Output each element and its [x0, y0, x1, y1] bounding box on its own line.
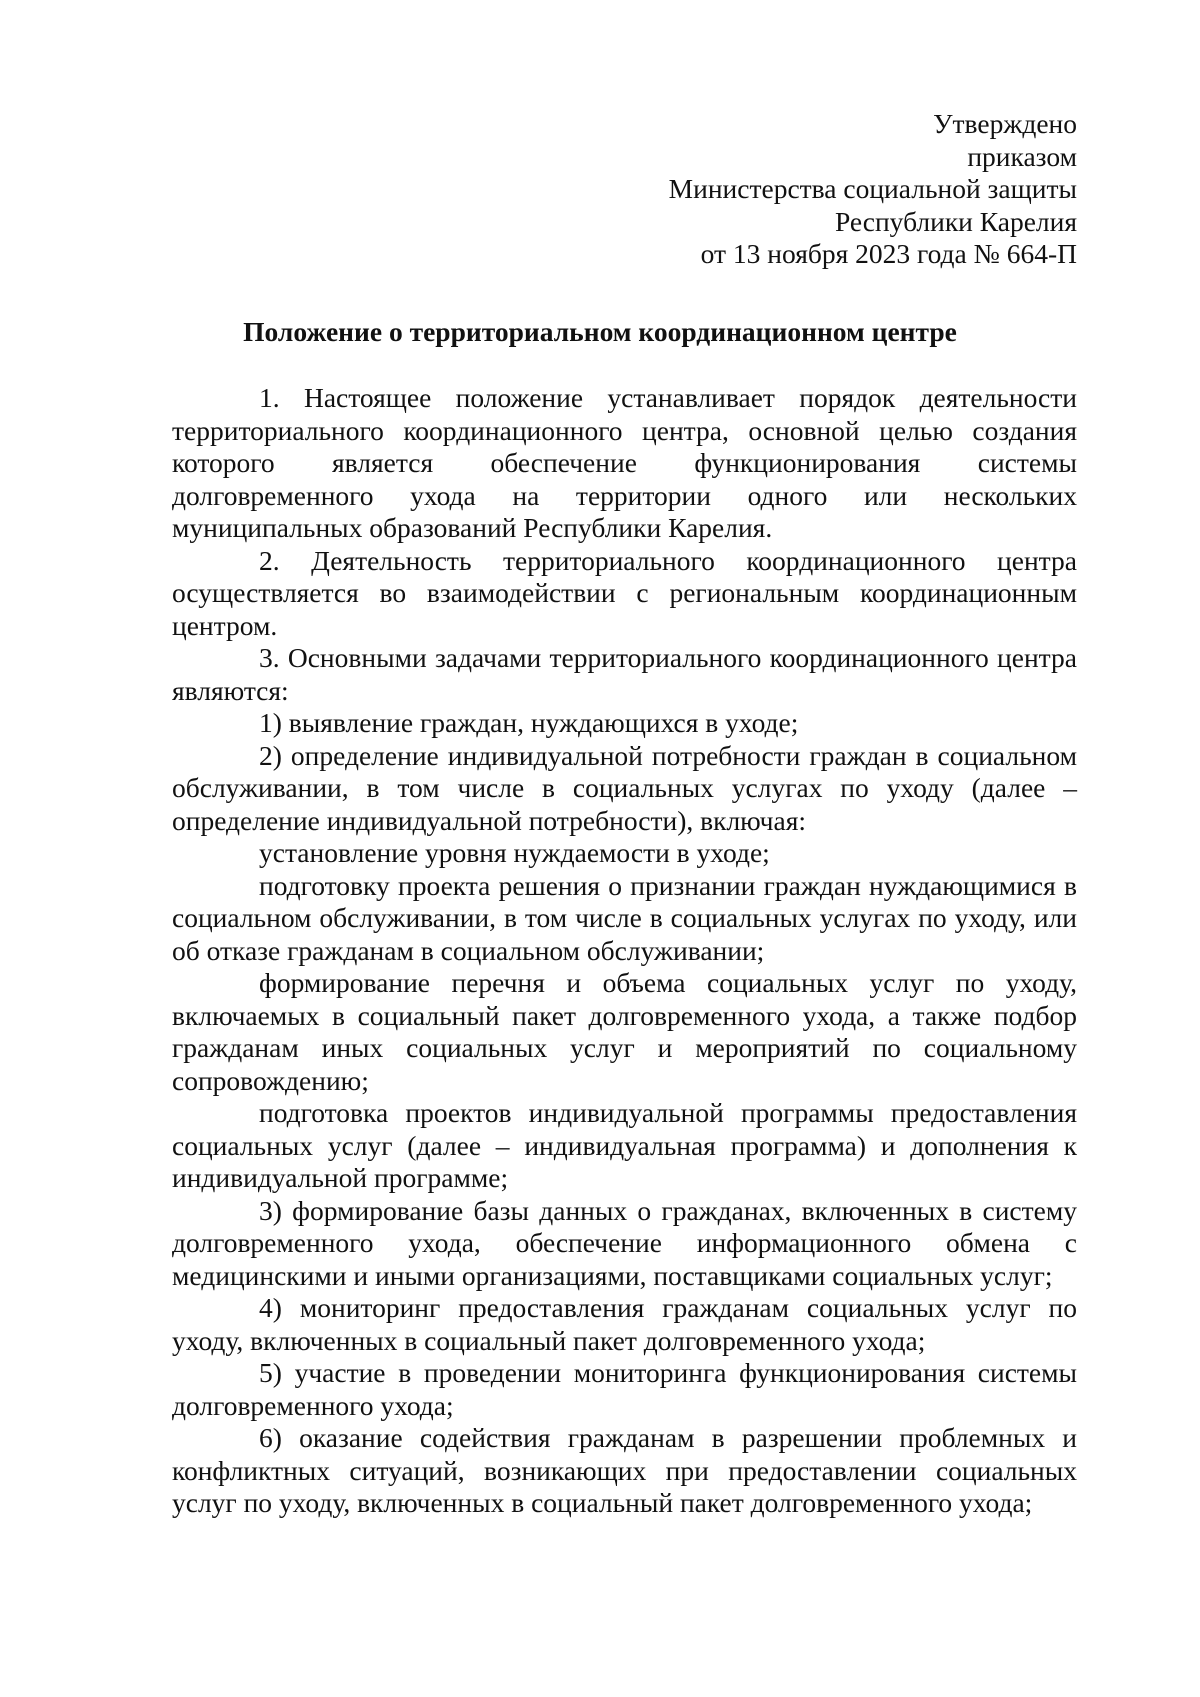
list-item: 4) мониторинг предоставления гражданам социальных услуг по уходу, включенных в социальный пакет долговременного ухода; — [172, 1292, 1077, 1356]
paragraph: 1. Настоящее положение устанавливает порядок деятельности территориального координационного центра, основной целью создания которого является обеспечение функционирования системы долговременного ухода на территории одного или нескольких муниципальных образований Республики Карелия. — [172, 382, 1077, 543]
sub-item: подготовка проектов индивидуальной программы предоставления социальных услуг (далее – индивидуальная программа) и дополнения к индивидуальной программе; — [172, 1097, 1077, 1193]
list-item: 1) выявление граждан, нуждающихся в уходе; — [259, 707, 799, 738]
approval-line: приказом — [967, 140, 1077, 172]
document-body — [172, 382, 1077, 1520]
document-title: Положение о территориальном координационном центре — [243, 316, 957, 347]
list-item: 2) определение индивидуальной потребности граждан в социальном обслуживании, в том числе в социальных услугах по уходу (далее – определение индивидуальной потребности), включая: — [172, 739, 1077, 836]
approval-date-line: от 13 ноября 2023 года № 664-П — [700, 238, 1077, 269]
list-item: 6) оказание содействия гражданам в разрешении проблемных и конфликтных ситуаций, возникающих при предоставлении социальных услуг по уходу, включенных в социальный пакет долговременного ухода; — [172, 1422, 1077, 1518]
paragraph: 3. Основными задачами территориального координационного центра являются: — [172, 642, 1077, 706]
approval-block — [669, 108, 1077, 271]
approval-line: Утверждено — [933, 108, 1077, 139]
approval-line: Республики Карелия — [834, 205, 1077, 237]
sub-item: установление уровня нуждаемости в уходе; — [259, 837, 770, 868]
sub-item: подготовку проекта решения о признании граждан нуждающимися в социальном обслуживании, в том числе в социальных услугах по уходу, или об отказе гражданам в социальном обслуживании; — [172, 869, 1077, 966]
approval-line: Министерства социальной защиты — [668, 173, 1077, 204]
paragraph: 2. Деятельность территориального координационного центра осуществляется во взаимодействии с региональным координационным центром. — [172, 544, 1077, 641]
sub-item: формирование перечня и объема социальных услуг по уходу, включаемых в социальный пакет долговременного ухода, а также подбор гражданам иных социальных услуг и мероприятий по социальному сопровождению; — [172, 967, 1077, 1096]
list-item: 3) формирование базы данных о гражданах, включенных в систему долговременного ухода, обеспечение информационного обмена с медицинскими и иными организациями, поставщиками социальных услуг; — [172, 1194, 1077, 1291]
list-item: 5) участие в проведении мониторинга функционирования системы долговременного ухода; — [172, 1357, 1077, 1421]
